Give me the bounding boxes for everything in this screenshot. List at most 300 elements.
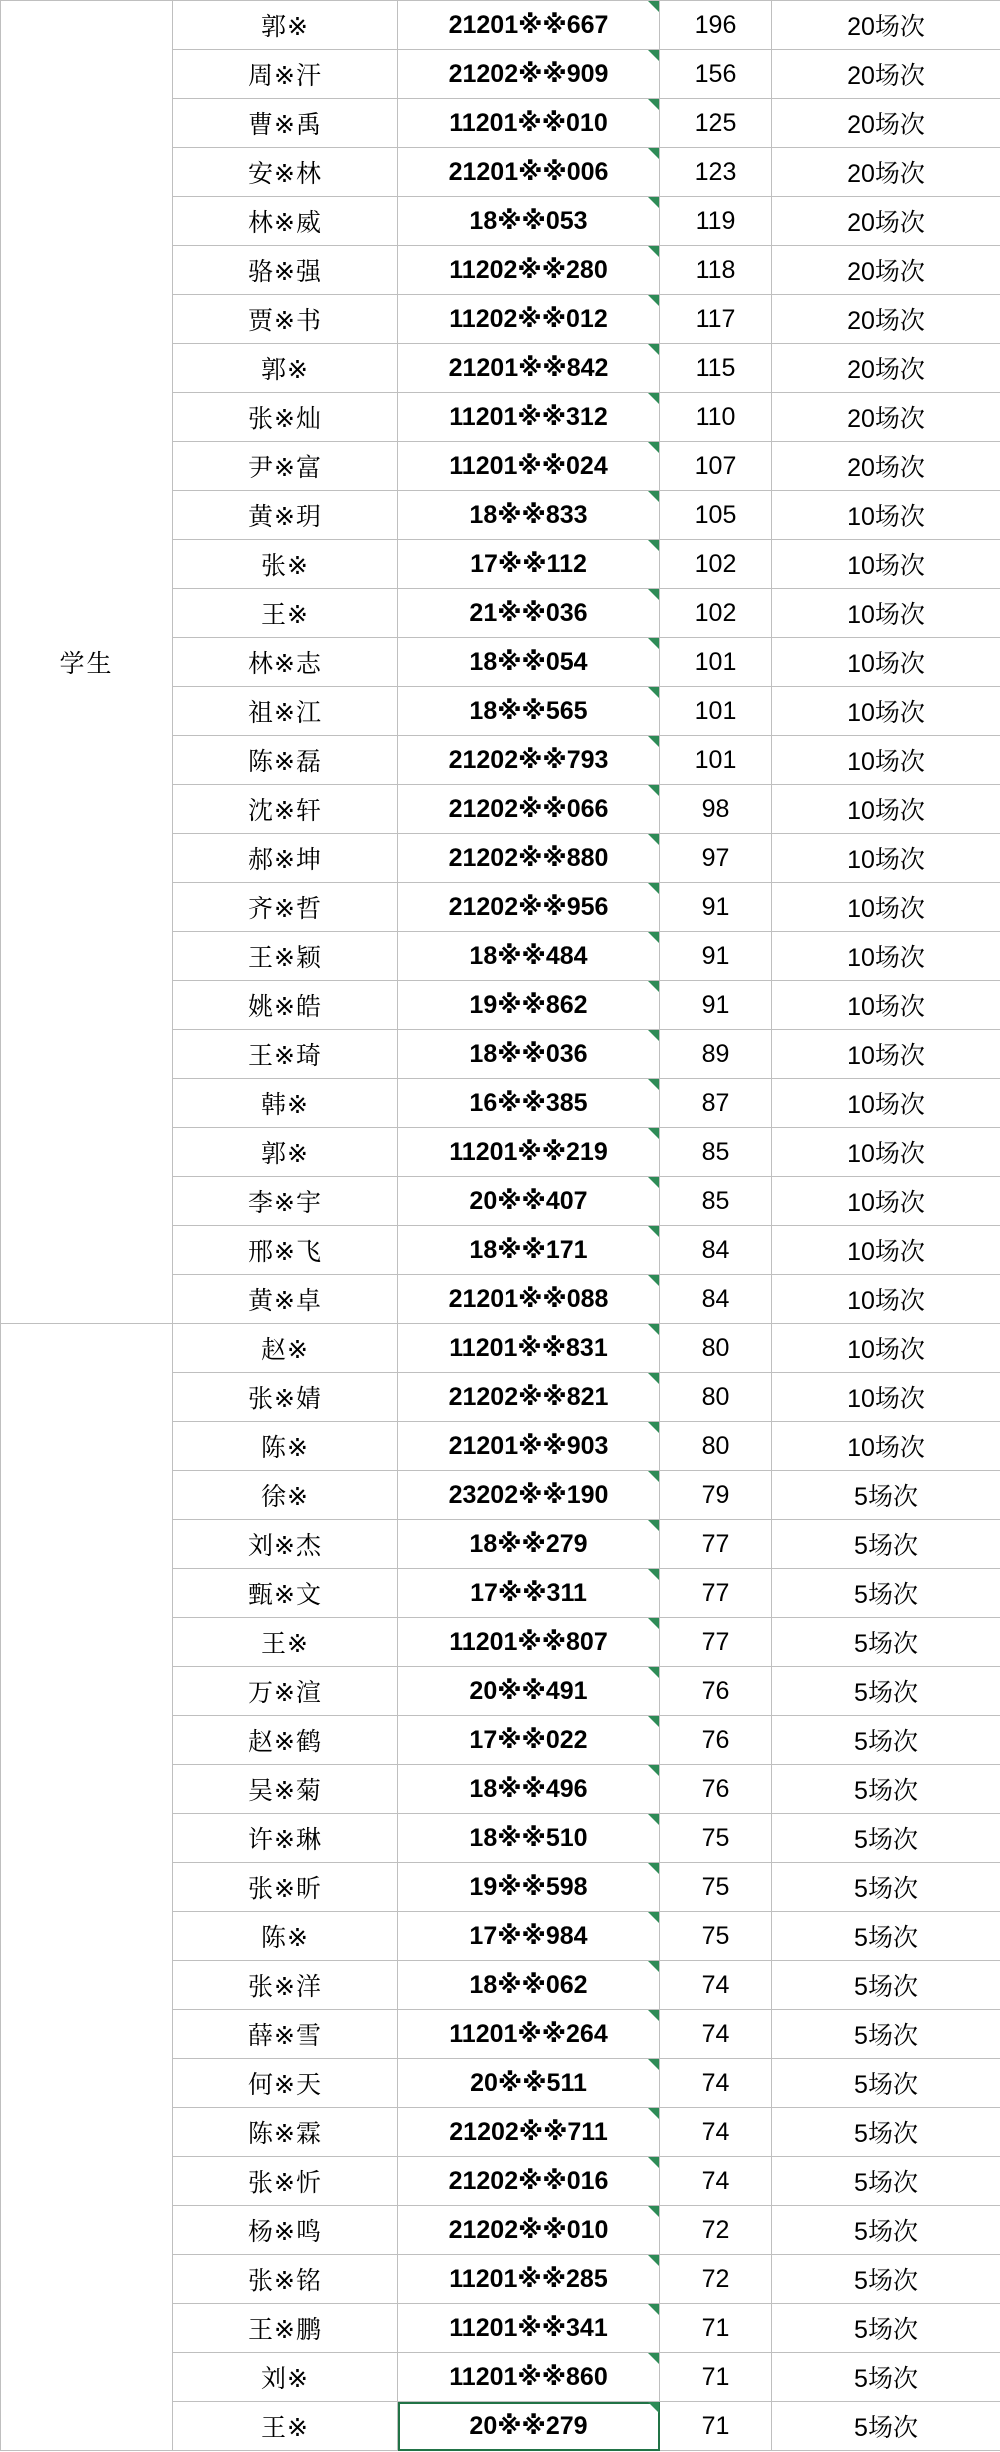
sessions-cell[interactable]: 5场次 [772,1618,1000,1667]
sessions-cell[interactable]: 20场次 [772,99,1000,148]
sessions-cell[interactable]: 10场次 [772,1079,1000,1128]
student-id-cell[interactable] [398,246,660,295]
student-id-cell[interactable] [398,589,660,638]
count-cell[interactable]: 80 [660,1373,772,1422]
count-cell[interactable]: 74 [660,1961,772,2010]
student-id-cell[interactable] [398,50,660,99]
count-cell[interactable]: 105 [660,491,772,540]
student-id-cell[interactable] [398,2010,660,2059]
student-id-cell[interactable] [398,1373,660,1422]
comment-flag-icon [648,1667,659,1678]
comment-flag-icon [648,344,659,355]
comment-flag-icon [648,1128,659,1139]
student-id-cell[interactable] [398,2108,660,2157]
sessions-cell[interactable]: 20场次 [772,148,1000,197]
count-cell[interactable]: 101 [660,687,772,736]
count-cell[interactable]: 71 [660,2353,772,2402]
student-name-cell[interactable]: 张※铭 [173,2255,398,2304]
sessions-cell[interactable]: 10场次 [772,687,1000,736]
sessions-cell[interactable]: 5场次 [772,1471,1000,1520]
student-name-cell[interactable]: 张※灿 [173,393,398,442]
student-id-text: 18※※833 [469,501,588,529]
comment-flag-icon [648,2059,659,2070]
comment-flag-icon [648,932,659,943]
student-id-cell[interactable] [398,1863,660,1912]
student-id-text: 17※※311 [470,1579,587,1607]
comment-flag-icon [648,1961,659,1972]
student-id-cell[interactable] [398,1471,660,1520]
count-cell[interactable]: 80 [660,1422,772,1471]
student-name-cell[interactable]: 薛※雪 [173,2010,398,2059]
student-name-cell[interactable]: 张※洋 [173,1961,398,2010]
comment-flag-icon [648,2255,659,2266]
student-name-cell[interactable]: 陈※磊 [173,736,398,785]
student-id-text: 17※※984 [469,1922,588,1950]
comment-flag-icon [648,2010,659,2021]
sessions-cell[interactable]: 10场次 [772,932,1000,981]
student-name-cell[interactable]: 何※天 [173,2059,398,2108]
student-id-cell[interactable] [398,2206,660,2255]
sessions-cell[interactable]: 5场次 [772,2353,1000,2402]
comment-flag-icon [648,491,659,502]
count-cell[interactable]: 84 [660,1275,772,1324]
comment-flag-icon [648,638,659,649]
sessions-cell[interactable]: 5场次 [772,2059,1000,2108]
student-id-cell[interactable] [398,2402,660,2451]
comment-flag-icon [648,1177,659,1188]
comment-flag-icon [648,589,659,600]
comment-flag-icon [648,1275,659,1286]
comment-flag-icon [648,2206,659,2217]
sessions-cell[interactable]: 5场次 [772,2157,1000,2206]
student-name-cell[interactable]: 尹※富 [173,442,398,491]
comment-flag-icon [648,1569,659,1580]
student-name-cell[interactable]: 周※汗 [173,50,398,99]
count-cell[interactable]: 110 [660,393,772,442]
student-name-cell[interactable]: 赵※鹤 [173,1716,398,1765]
comment-flag-icon [648,295,659,306]
count-cell[interactable]: 98 [660,785,772,834]
sessions-cell[interactable]: 10场次 [772,736,1000,785]
sessions-cell[interactable]: 20场次 [772,442,1000,491]
student-id-cell[interactable] [398,1961,660,2010]
student-id-text: 17※※022 [469,1726,588,1754]
student-id-text: 18※※053 [469,207,588,235]
comment-flag-icon [648,785,659,796]
comment-flag-icon [648,1226,659,1237]
sessions-cell[interactable]: 10场次 [772,1226,1000,1275]
student-id-text: 18※※279 [469,1530,588,1558]
student-id-text: 11201※※807 [449,1628,608,1656]
sessions-cell[interactable]: 5场次 [772,1716,1000,1765]
student-name-cell[interactable]: 吴※菊 [173,1765,398,1814]
count-cell[interactable]: 101 [660,736,772,785]
student-id-text: 11201※※285 [449,2265,608,2293]
student-id-cell[interactable] [398,2353,660,2402]
student-name-cell[interactable]: 徐※ [173,1471,398,1520]
student-id-cell[interactable] [398,1324,660,1373]
sessions-cell[interactable]: 20场次 [772,197,1000,246]
student-id-cell[interactable] [398,1520,660,1569]
comment-flag-icon [648,981,659,992]
sessions-cell[interactable]: 5场次 [772,1569,1000,1618]
student-id-text: 19※※862 [469,991,588,1019]
student-id-text: 11201※※341 [449,2314,608,2342]
comment-flag-icon [648,1030,659,1041]
student-id-cell[interactable] [398,1912,660,1961]
student-id-text: 21202※※909 [448,60,609,88]
student-id-cell[interactable] [398,2157,660,2206]
student-name-cell[interactable]: 万※渲 [173,1667,398,1716]
student-id-text: 21202※※711 [449,2118,608,2146]
student-id-text: 11201※※219 [449,1138,608,1166]
sessions-cell[interactable]: 10场次 [772,589,1000,638]
student-id-text: 20※※407 [469,1187,588,1215]
student-id-text: 21※※036 [469,599,588,627]
count-cell[interactable]: 119 [660,197,772,246]
count-cell[interactable]: 76 [660,1667,772,1716]
count-cell[interactable]: 85 [660,1177,772,1226]
student-name-cell[interactable]: 王※ [173,2402,398,2451]
count-cell[interactable]: 80 [660,1324,772,1373]
comment-flag-icon [648,2108,659,2119]
student-id-text: 18※※484 [469,942,588,970]
student-id-cell[interactable] [398,687,660,736]
student-id-cell[interactable] [398,883,660,932]
sessions-cell[interactable]: 5场次 [772,1765,1000,1814]
student-id-text: 21201※※006 [448,158,609,186]
student-id-text: 16※※385 [469,1089,588,1117]
student-name-cell[interactable]: 李※宇 [173,1177,398,1226]
student-name-cell[interactable]: 陈※霖 [173,2108,398,2157]
comment-flag-icon [648,736,659,747]
student-id-cell[interactable] [398,1422,660,1471]
student-id-text: 19※※598 [469,1873,588,1901]
student-name-cell[interactable]: 赵※ [173,1324,398,1373]
student-id-text: 21201※※088 [448,1285,609,1313]
student-name-cell[interactable]: 骆※强 [173,246,398,295]
student-id-text: 21202※※066 [448,795,609,823]
student-id-cell[interactable] [398,1275,660,1324]
comment-flag-icon [648,1079,659,1090]
student-id-text: 18※※171 [469,1236,588,1264]
student-name-cell[interactable]: 曹※禹 [173,99,398,148]
sessions-cell[interactable]: 10场次 [772,834,1000,883]
student-id-text: 21201※※903 [448,1432,609,1460]
student-name-cell[interactable]: 甄※文 [173,1569,398,1618]
count-cell[interactable]: 87 [660,1079,772,1128]
sessions-cell[interactable]: 10场次 [772,1030,1000,1079]
count-cell[interactable]: 74 [660,2108,772,2157]
count-cell[interactable]: 77 [660,1618,772,1667]
count-cell[interactable]: 89 [660,1030,772,1079]
comment-flag-icon [648,883,659,894]
student-id-cell[interactable] [398,932,660,981]
count-cell[interactable]: 76 [660,1765,772,1814]
count-cell[interactable]: 125 [660,99,772,148]
comment-flag-icon [648,834,659,845]
student-id-text: 20※※279 [469,2412,588,2440]
student-id-cell[interactable] [398,393,660,442]
sessions-cell[interactable]: 5场次 [772,2206,1000,2255]
sessions-cell[interactable]: 20场次 [772,393,1000,442]
student-id-text: 11201※※024 [449,452,608,480]
student-id-text: 20※※511 [470,2069,587,2097]
student-name-cell[interactable]: 姚※皓 [173,981,398,1030]
sessions-cell[interactable]: 10场次 [772,540,1000,589]
comment-flag-icon [648,1,659,12]
count-cell[interactable]: 156 [660,50,772,99]
count-cell[interactable]: 76 [660,1716,772,1765]
count-cell[interactable]: 84 [660,1226,772,1275]
sessions-cell[interactable]: 5场次 [772,1667,1000,1716]
sessions-cell[interactable]: 10场次 [772,1324,1000,1373]
student-name-cell[interactable]: 王※ [173,1618,398,1667]
count-cell[interactable]: 123 [660,148,772,197]
student-name-cell[interactable]: 王※ [173,589,398,638]
comment-flag-icon [648,2157,659,2168]
count-cell[interactable]: 117 [660,295,772,344]
sessions-cell[interactable]: 20场次 [772,1,1000,50]
student-id-cell[interactable] [398,1618,660,1667]
student-name-cell[interactable]: 杨※鸣 [173,2206,398,2255]
student-name-cell[interactable]: 韩※ [173,1079,398,1128]
student-id-cell[interactable] [398,1128,660,1177]
comment-flag-icon [648,1422,659,1433]
student-name-cell[interactable]: 刘※杰 [173,1520,398,1569]
comment-flag-icon [648,1814,659,1825]
comment-flag-icon [648,2353,659,2364]
student-name-cell[interactable]: 王※琦 [173,1030,398,1079]
comment-flag-icon [648,1618,659,1629]
group-cell[interactable] [1,1324,173,2451]
student-name-cell[interactable]: 安※林 [173,148,398,197]
student-name-cell[interactable]: 黄※玥 [173,491,398,540]
comment-flag-icon [648,393,659,404]
student-name-cell[interactable]: 郭※ [173,344,398,393]
student-id-cell[interactable] [398,834,660,883]
student-name-cell[interactable]: 郝※坤 [173,834,398,883]
student-id-cell[interactable] [398,1716,660,1765]
sessions-cell[interactable]: 5场次 [772,1961,1000,2010]
student-id-cell[interactable] [398,491,660,540]
student-id-cell[interactable] [398,1667,660,1716]
student-id-text: 21201※※842 [448,354,609,382]
count-cell[interactable]: 118 [660,246,772,295]
count-cell[interactable]: 91 [660,932,772,981]
student-id-cell[interactable] [398,1,660,50]
count-cell[interactable]: 75 [660,1863,772,1912]
student-id-cell[interactable] [398,1177,660,1226]
sessions-cell[interactable]: 10场次 [772,1373,1000,1422]
sessions-cell[interactable]: 5场次 [772,1863,1000,1912]
count-cell[interactable]: 101 [660,638,772,687]
student-id-cell[interactable] [398,638,660,687]
count-cell[interactable]: 75 [660,1814,772,1863]
comment-flag-icon [648,2402,659,2413]
student-id-text: 11202※※280 [449,256,608,284]
count-cell[interactable]: 79 [660,1471,772,1520]
comment-flag-icon [648,1912,659,1923]
count-cell[interactable]: 196 [660,1,772,50]
count-cell[interactable]: 74 [660,2059,772,2108]
sessions-cell[interactable]: 10场次 [772,1422,1000,1471]
student-id-text: 11201※※312 [449,403,608,431]
comment-flag-icon [648,1471,659,1482]
sessions-cell[interactable]: 10场次 [772,883,1000,932]
count-cell[interactable]: 77 [660,1520,772,1569]
count-cell[interactable]: 72 [660,2255,772,2304]
sessions-cell[interactable]: 5场次 [772,2255,1000,2304]
student-id-text: 21202※※016 [448,2167,609,2195]
sessions-cell[interactable]: 5场次 [772,2010,1000,2059]
count-cell[interactable]: 85 [660,1128,772,1177]
student-id-text: 23202※※190 [448,1481,609,1509]
student-name-cell[interactable]: 沈※轩 [173,785,398,834]
student-id-cell[interactable] [398,197,660,246]
count-cell[interactable]: 91 [660,981,772,1030]
count-cell[interactable]: 115 [660,344,772,393]
count-cell[interactable]: 77 [660,1569,772,1618]
student-id-cell[interactable] [398,442,660,491]
student-name-cell[interactable]: 许※琳 [173,1814,398,1863]
sessions-cell[interactable]: 20场次 [772,295,1000,344]
student-id-text: 11202※※012 [449,305,608,333]
sessions-cell[interactable]: 5场次 [772,2402,1000,2451]
comment-flag-icon [648,1716,659,1727]
table-body [1,1,1000,2451]
student-id-cell[interactable] [398,1030,660,1079]
sessions-cell[interactable]: 10场次 [772,1177,1000,1226]
student-name-cell[interactable]: 林※志 [173,638,398,687]
comment-flag-icon [648,2304,659,2315]
comment-flag-icon [648,148,659,159]
sessions-cell[interactable]: 10场次 [772,638,1000,687]
student-id-text: 21202※※821 [448,1383,609,1411]
student-name-cell[interactable]: 陈※ [173,1912,398,1961]
student-name-cell[interactable]: 郭※ [173,1128,398,1177]
comment-flag-icon [648,1373,659,1384]
student-name-cell[interactable]: 王※颖 [173,932,398,981]
count-cell[interactable]: 74 [660,2157,772,2206]
sessions-cell[interactable]: 5场次 [772,2304,1000,2353]
table-row [1,1324,1000,1373]
student-id-text: 21202※※010 [448,2216,609,2244]
comment-flag-icon [648,1520,659,1531]
student-name-cell[interactable]: 黄※卓 [173,1275,398,1324]
count-cell[interactable]: 72 [660,2206,772,2255]
student-name-cell[interactable]: 王※鹏 [173,2304,398,2353]
sessions-cell[interactable]: 20场次 [772,50,1000,99]
student-id-cell[interactable] [398,99,660,148]
student-id-text: 21201※※667 [448,11,609,39]
student-id-cell[interactable] [398,2255,660,2304]
student-id-cell[interactable] [398,540,660,589]
student-id-cell[interactable] [398,1569,660,1618]
student-id-text: 18※※062 [469,1971,588,1999]
student-id-cell[interactable] [398,148,660,197]
student-id-text: 18※※036 [469,1040,588,1068]
sessions-cell[interactable]: 10场次 [772,981,1000,1030]
student-name-cell[interactable]: 林※威 [173,197,398,246]
comment-flag-icon [648,246,659,257]
count-cell[interactable]: 97 [660,834,772,883]
comment-flag-icon [648,50,659,61]
student-name-cell[interactable]: 张※忻 [173,2157,398,2206]
count-cell[interactable]: 107 [660,442,772,491]
student-id-cell[interactable] [398,736,660,785]
group-cell[interactable]: 学生 [1,1,173,1324]
student-id-cell[interactable] [398,1814,660,1863]
student-id-text: 17※※112 [470,550,587,578]
count-cell[interactable]: 102 [660,589,772,638]
student-id-text: 11201※※860 [449,2363,608,2391]
student-id-cell[interactable] [398,785,660,834]
comment-flag-icon [648,1863,659,1874]
student-name-cell[interactable]: 邢※飞 [173,1226,398,1275]
student-name-cell[interactable]: 张※ [173,540,398,589]
sessions-cell[interactable]: 10场次 [772,785,1000,834]
count-cell[interactable]: 71 [660,2402,772,2451]
sessions-cell[interactable]: 5场次 [772,1814,1000,1863]
sessions-cell[interactable]: 10场次 [772,491,1000,540]
student-id-cell[interactable] [398,1765,660,1814]
student-name-cell[interactable]: 齐※哲 [173,883,398,932]
student-name-cell[interactable]: 贾※书 [173,295,398,344]
student-id-cell[interactable] [398,1079,660,1128]
student-id-text: 20※※491 [469,1677,588,1705]
comment-flag-icon [648,1765,659,1776]
count-cell[interactable]: 75 [660,1912,772,1961]
student-id-cell[interactable] [398,981,660,1030]
student-id-cell[interactable] [398,2304,660,2353]
student-id-text: 18※※565 [469,697,588,725]
student-name-cell[interactable]: 张※婧 [173,1373,398,1422]
sessions-cell[interactable]: 5场次 [772,2108,1000,2157]
table-row [1,1,1000,50]
student-id-text: 21202※※880 [448,844,609,872]
count-cell[interactable]: 102 [660,540,772,589]
student-id-cell[interactable] [398,344,660,393]
comment-flag-icon [648,687,659,698]
sessions-cell[interactable]: 20场次 [772,344,1000,393]
student-id-text: 11201※※264 [449,2020,608,2048]
student-name-cell[interactable]: 刘※ [173,2353,398,2402]
student-id-text: 21202※※956 [448,893,609,921]
count-cell[interactable]: 74 [660,2010,772,2059]
sessions-cell[interactable]: 10场次 [772,1128,1000,1177]
student-id-text: 21202※※793 [448,746,609,774]
student-name-cell[interactable]: 陈※ [173,1422,398,1471]
student-name-cell[interactable]: 祖※江 [173,687,398,736]
student-id-text: 18※※496 [469,1775,588,1803]
student-id-text: 11201※※831 [449,1334,608,1362]
student-id-cell[interactable] [398,1226,660,1275]
count-cell[interactable]: 91 [660,883,772,932]
sessions-cell[interactable]: 5场次 [772,1912,1000,1961]
student-id-cell[interactable] [398,295,660,344]
student-id-text: 18※※054 [469,648,588,676]
student-id-cell[interactable] [398,2059,660,2108]
student-id-text: 18※※510 [469,1824,588,1852]
sessions-cell[interactable]: 10场次 [772,1275,1000,1324]
student-name-cell[interactable]: 张※昕 [173,1863,398,1912]
comment-flag-icon [648,99,659,110]
sessions-cell[interactable]: 20场次 [772,246,1000,295]
student-name-cell[interactable]: 郭※ [173,1,398,50]
sessions-cell[interactable]: 5场次 [772,1520,1000,1569]
count-cell[interactable]: 71 [660,2304,772,2353]
